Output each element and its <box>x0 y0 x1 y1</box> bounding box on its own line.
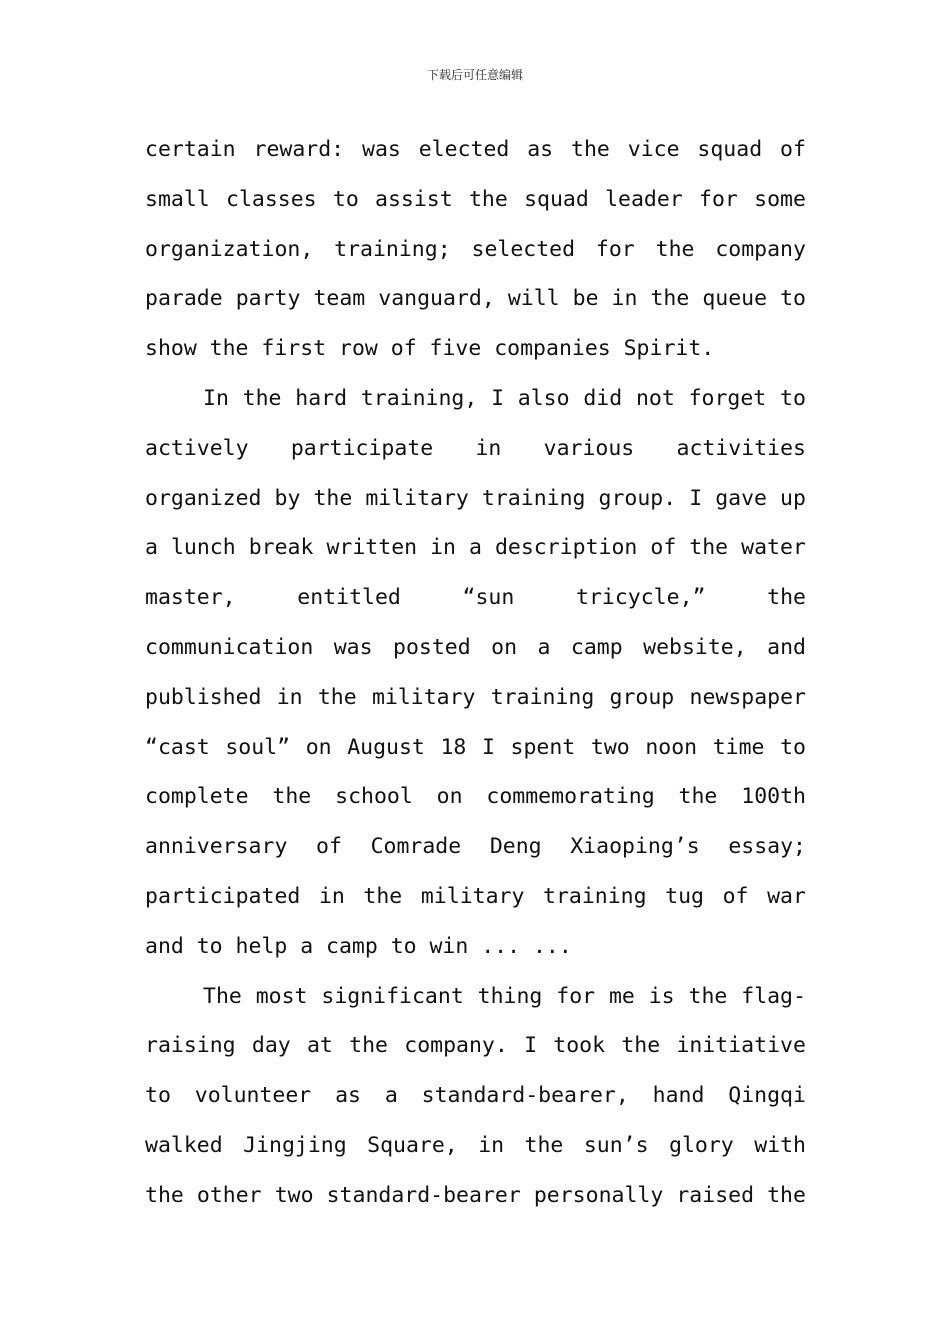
word: camp <box>570 634 623 660</box>
word: complete <box>145 784 249 810</box>
word: significant <box>321 983 464 1009</box>
word: raising <box>145 1033 236 1059</box>
word: training, <box>360 385 478 411</box>
word: for <box>595 236 635 262</box>
word: leader <box>605 186 683 212</box>
word: small <box>145 186 210 212</box>
text-line <box>145 673 806 723</box>
text-line <box>145 1121 806 1171</box>
word: of <box>316 834 342 860</box>
text-line <box>145 125 806 175</box>
word: by <box>274 485 301 511</box>
word: the <box>209 336 249 362</box>
word: team <box>313 286 366 312</box>
text-line <box>145 623 806 673</box>
word: the <box>767 585 806 611</box>
word: flag- <box>741 983 806 1009</box>
text-line <box>145 324 806 374</box>
word: the <box>767 1182 806 1208</box>
text-line <box>145 175 806 225</box>
word: tricycle,” <box>576 585 706 611</box>
word: first <box>261 336 327 362</box>
word: in <box>318 883 345 909</box>
word: gave <box>715 485 767 511</box>
word: war <box>767 883 806 909</box>
text-line <box>145 772 806 822</box>
word: initiative <box>676 1033 806 1059</box>
word: to <box>196 933 223 959</box>
word: in <box>430 535 456 561</box>
word: master, <box>145 585 236 611</box>
word: reward: <box>253 137 345 162</box>
text-line <box>145 822 806 872</box>
word: standard-bearer, <box>421 1083 629 1109</box>
word: the <box>524 1132 564 1158</box>
text-line <box>145 374 806 424</box>
word: the <box>363 883 403 909</box>
word: certain <box>145 137 236 162</box>
word: in <box>276 684 303 710</box>
word: the <box>650 286 690 312</box>
word: a <box>145 535 158 561</box>
word: party <box>235 286 301 312</box>
word: two <box>590 734 630 760</box>
word: five <box>429 336 482 362</box>
word: the <box>655 236 695 262</box>
word: ... <box>532 933 572 959</box>
text-line <box>145 723 806 773</box>
word: for <box>556 983 596 1009</box>
word: of <box>722 883 749 909</box>
word: camp <box>326 933 378 959</box>
word: vanguard, <box>378 286 495 312</box>
word: I <box>491 385 505 411</box>
word: to <box>780 385 806 411</box>
word: forget <box>688 385 767 411</box>
word: personally <box>533 1182 664 1208</box>
word: to <box>780 734 806 760</box>
word: classes <box>226 186 317 212</box>
word: the <box>145 1182 184 1208</box>
text-line <box>145 474 806 524</box>
text-line <box>145 1071 806 1121</box>
word: also <box>517 385 570 411</box>
word: took <box>553 1033 606 1059</box>
word: hard <box>295 385 348 411</box>
word: in <box>475 435 502 461</box>
word: essay; <box>728 834 806 860</box>
word: was <box>333 634 373 660</box>
word: activities <box>676 435 806 461</box>
word: time <box>712 734 765 760</box>
word: ... <box>481 933 521 959</box>
word: company. <box>404 1033 508 1059</box>
word: description <box>494 535 638 561</box>
word: to <box>145 1083 171 1109</box>
word: show <box>145 336 197 362</box>
text-line <box>145 274 806 324</box>
word: training <box>543 883 647 909</box>
word: up <box>780 485 806 511</box>
word: training <box>490 684 595 710</box>
word: day <box>251 1033 291 1059</box>
text-line <box>145 424 806 474</box>
word: to <box>780 286 806 312</box>
word: organization, <box>145 236 314 262</box>
word: military <box>371 684 476 710</box>
page-header: 下载后可任意编辑 <box>426 68 523 82</box>
word: a <box>384 1083 398 1109</box>
word: the <box>689 535 729 561</box>
word: group. <box>598 485 677 511</box>
word: squad <box>697 137 763 162</box>
word: me <box>608 983 635 1009</box>
word: and <box>767 634 806 660</box>
word: on <box>305 734 332 760</box>
word: soul” <box>225 734 291 760</box>
word: other <box>196 1182 262 1208</box>
word: be <box>572 286 599 312</box>
text-line <box>145 225 806 275</box>
word: entitled <box>297 585 401 611</box>
word: thing <box>477 983 543 1009</box>
word: organized <box>145 485 262 511</box>
word: most <box>255 983 308 1009</box>
word: actively <box>145 435 249 461</box>
word: in <box>478 1132 505 1158</box>
word: of <box>780 137 806 162</box>
word: In <box>203 385 229 411</box>
word: the <box>621 1033 661 1059</box>
word: hand <box>652 1083 705 1109</box>
word: the <box>272 784 312 810</box>
word: row <box>339 336 378 362</box>
word: to <box>390 933 417 959</box>
word: August <box>347 734 425 760</box>
word: Jingjing <box>243 1132 347 1158</box>
word: military <box>365 485 469 511</box>
word: tug <box>665 883 705 909</box>
word: training; <box>334 236 451 262</box>
word: “cast <box>145 734 210 760</box>
word: as <box>527 137 554 162</box>
word: not <box>635 385 675 411</box>
word: communication <box>145 634 314 660</box>
word: was <box>362 137 401 162</box>
word: newspaper <box>689 684 806 710</box>
word: on <box>491 634 518 660</box>
word: published <box>145 684 262 710</box>
word: written <box>326 535 418 561</box>
word: help <box>235 933 288 959</box>
word: companies <box>494 336 611 362</box>
word: I <box>524 1033 538 1059</box>
word: group <box>609 684 675 710</box>
word: two <box>274 1182 314 1208</box>
word: I <box>689 485 703 511</box>
text-line <box>145 972 806 1022</box>
document-body <box>145 125 806 1221</box>
word: will <box>507 286 560 312</box>
word: selected <box>471 236 576 262</box>
text-line <box>145 1021 806 1071</box>
word: standard-bearer <box>326 1182 521 1208</box>
word: the <box>571 137 610 162</box>
word: the <box>242 385 282 411</box>
word: Spirit. <box>623 336 715 362</box>
word: the <box>349 1033 388 1059</box>
word: some <box>754 186 806 212</box>
word: the <box>678 784 718 810</box>
word: vice <box>627 137 680 162</box>
word: water <box>741 535 806 561</box>
word: to <box>332 186 359 212</box>
word: training <box>481 485 586 511</box>
word: The <box>203 983 242 1009</box>
word: the <box>317 684 357 710</box>
word: anniversary <box>145 834 288 860</box>
word: website, <box>643 634 747 660</box>
word: Qingqi <box>728 1083 806 1109</box>
text-line <box>145 573 806 623</box>
word: volunteer <box>194 1083 312 1109</box>
word: spent <box>510 734 576 760</box>
word: at <box>306 1033 333 1059</box>
word: in <box>611 286 638 312</box>
word: sun’s <box>583 1132 649 1158</box>
word: the <box>468 186 508 212</box>
word: assist <box>375 186 453 212</box>
word: Comrade <box>370 834 462 860</box>
word: queue <box>702 286 768 312</box>
word: participate <box>290 435 434 461</box>
word: squad <box>524 186 589 212</box>
word: school <box>335 784 413 810</box>
word: participated <box>145 883 301 909</box>
word: on <box>436 784 463 810</box>
word: glory <box>669 1132 734 1158</box>
word: parade <box>145 286 223 312</box>
word: noon <box>645 734 698 760</box>
word: of <box>650 535 677 561</box>
word: win <box>429 933 469 959</box>
word: commemorating <box>486 784 655 810</box>
word: the <box>688 983 728 1009</box>
word: for <box>699 186 738 212</box>
word: with <box>754 1132 806 1158</box>
word: break <box>248 535 314 561</box>
word: Xiaoping’s <box>570 834 700 860</box>
word: 18 <box>440 734 467 760</box>
word: lunch <box>170 535 236 561</box>
word: is <box>648 983 675 1009</box>
word: a <box>537 634 551 660</box>
text-line <box>145 523 806 573</box>
word: as <box>335 1083 361 1109</box>
word: military <box>420 883 525 909</box>
word: a <box>300 933 314 959</box>
word: of <box>390 336 417 362</box>
word: the <box>313 485 353 511</box>
word: and <box>145 933 184 959</box>
word: Square, <box>367 1132 458 1158</box>
word: raised <box>676 1182 755 1208</box>
word: elected <box>418 137 510 162</box>
word: posted <box>393 634 471 660</box>
word: did <box>583 385 623 411</box>
word: 100th <box>741 784 806 810</box>
word: a <box>469 535 482 561</box>
text-line <box>145 922 806 972</box>
text-line <box>145 1171 806 1221</box>
word: Deng <box>489 834 542 860</box>
word: various <box>543 435 635 461</box>
word: walked <box>145 1132 223 1158</box>
word: I <box>481 734 495 760</box>
text-line <box>145 872 806 922</box>
word: “sun <box>462 585 515 611</box>
word: company <box>715 236 806 262</box>
